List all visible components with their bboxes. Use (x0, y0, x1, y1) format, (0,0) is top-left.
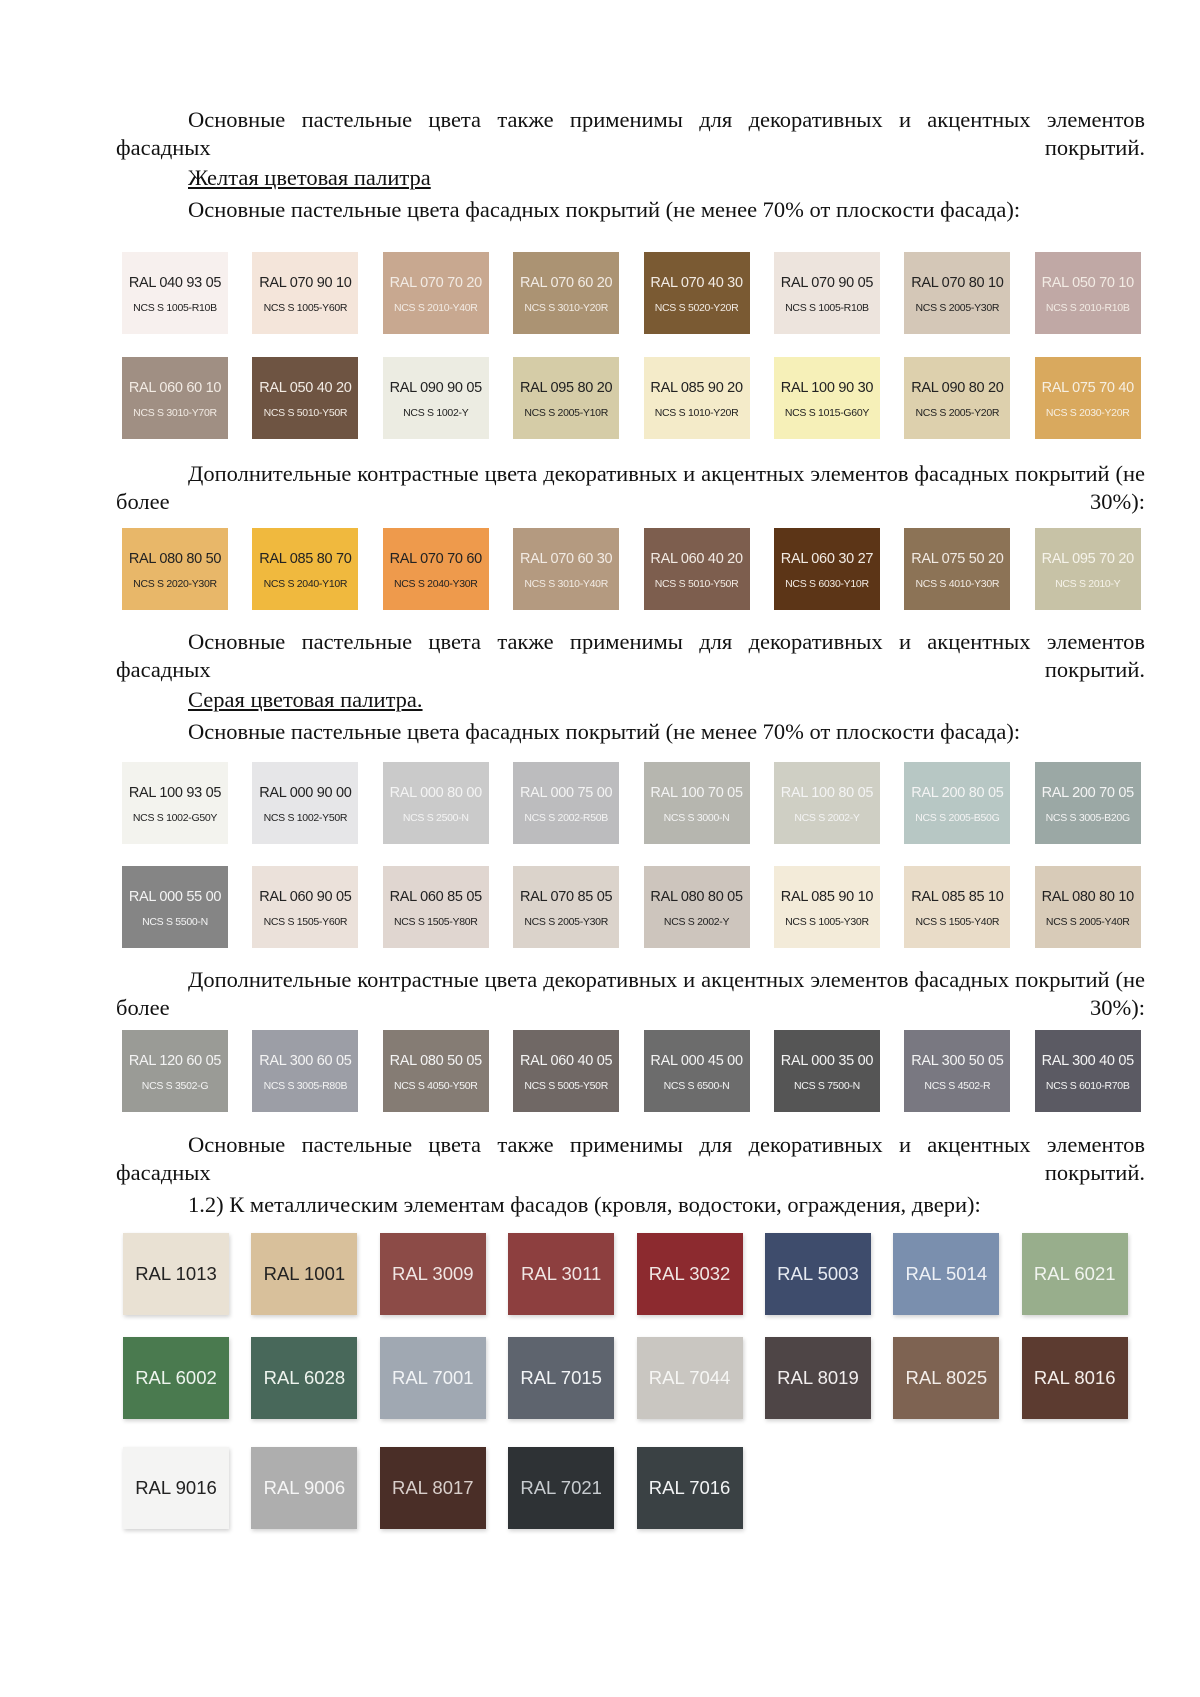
metal-color-swatch: RAL 5003 (765, 1233, 871, 1315)
swatch-ncs-code: NCS S 2005-Y30R (524, 915, 608, 928)
metal-color-swatch: RAL 6002 (123, 1337, 229, 1419)
swatch-ral-code: RAL 120 60 05 (128, 1052, 222, 1069)
swatch-ral-code: RAL 000 55 00 (128, 888, 222, 905)
swatch-ral-code: RAL 100 70 05 (650, 784, 743, 801)
metal-color-swatch: RAL 1001 (251, 1233, 357, 1315)
metal-color-swatch: RAL 6028 (251, 1337, 357, 1419)
swatch-row (122, 762, 1165, 844)
color-swatch (1035, 866, 1141, 948)
yellow-palette-heading: Желтая цветовая палитра (188, 165, 431, 190)
color-swatch (774, 357, 880, 439)
color-swatch (252, 762, 358, 844)
swatch-ncs-code: NCS S 6500-N (663, 1079, 730, 1092)
swatch-ncs-code: NCS S 2500-N (402, 811, 469, 824)
swatch-ncs-code: NCS S 1005-R10B (785, 301, 869, 314)
color-swatch (513, 866, 619, 948)
color-swatch (252, 528, 358, 610)
swatch-ral-code: RAL 090 80 20 (911, 379, 1004, 396)
swatch-ral-code: RAL 050 40 20 (259, 379, 352, 396)
swatch-ral-code: RAL 070 70 60 (389, 550, 482, 567)
metal-color-swatch: RAL 7021 (508, 1447, 614, 1529)
swatch-ral-code: RAL 095 70 20 (1041, 550, 1134, 567)
color-swatch (904, 252, 1010, 334)
swatch-ral-code: RAL 060 30 27 (780, 550, 874, 567)
swatch-ncs-code: NCS S 2030-Y20R (1045, 406, 1130, 419)
swatch-ncs-code: NCS S 1005-Y30R (785, 915, 869, 928)
metal-swatch-row (123, 1233, 1150, 1315)
swatch-ncs-code: NCS S 1005-Y60R (263, 301, 348, 314)
color-swatch (252, 1030, 358, 1112)
color-swatch (513, 252, 619, 334)
color-swatch (904, 1030, 1010, 1112)
color-swatch (644, 357, 750, 439)
swatch-ral-code: RAL 300 60 05 (259, 1052, 352, 1069)
metal-color-swatch: RAL 1013 (123, 1233, 229, 1315)
swatch-row (122, 357, 1165, 439)
swatch-ral-code: RAL 060 60 10 (128, 379, 222, 396)
color-swatch (1035, 252, 1141, 334)
metal-caption: 1.2) К металлическим элементам фасадов (кровля, водостоки, ограждения, двери): (188, 1192, 981, 1217)
swatch-ral-code: RAL 070 80 10 (911, 274, 1004, 291)
metal-color-swatch: RAL 7001 (380, 1337, 486, 1419)
metal-swatch-row (123, 1337, 1150, 1419)
swatch-ncs-code: NCS S 2005-Y40R (1045, 915, 1130, 928)
swatch-ral-code: RAL 070 60 20 (520, 274, 613, 291)
swatch-ncs-code: NCS S 4050-Y50R (393, 1079, 478, 1092)
color-swatch (252, 866, 358, 948)
swatch-ral-code: RAL 070 70 20 (389, 274, 482, 291)
swatch-ral-code: RAL 060 40 20 (650, 550, 743, 567)
color-swatch (644, 866, 750, 948)
swatch-ncs-code: NCS S 3502-G (141, 1079, 209, 1092)
color-swatch (904, 762, 1010, 844)
swatch-row (122, 252, 1165, 334)
swatch-ncs-code: NCS S 1505-Y40R (915, 915, 1000, 928)
color-swatch (252, 357, 358, 439)
swatch-ral-code: RAL 040 93 05 (128, 274, 222, 291)
color-swatch (904, 357, 1010, 439)
swatch-ncs-code: NCS S 4010-Y30R (915, 577, 1000, 590)
metal-color-swatch: RAL 8016 (1022, 1337, 1128, 1419)
metal-swatch-row (123, 1447, 765, 1529)
gray-extra-caption: Дополнительные контрастные цвета декоративных и акцентных элементов фасадных покрытий (не более 30%): (116, 967, 1145, 1020)
swatch-row (122, 528, 1165, 610)
swatch-ncs-code: NCS S 1505-Y80R (393, 915, 478, 928)
swatch-ncs-code: NCS S 2002-Y (794, 811, 860, 824)
swatch-ral-code: RAL 050 70 10 (1041, 274, 1134, 291)
swatch-ral-code: RAL 085 90 10 (780, 888, 874, 905)
swatch-ral-code: RAL 200 70 05 (1041, 784, 1134, 801)
color-swatch (644, 528, 750, 610)
swatch-ncs-code: NCS S 5020-Y20R (654, 301, 739, 314)
color-swatch (383, 357, 489, 439)
color-swatch (774, 762, 880, 844)
color-swatch (644, 762, 750, 844)
color-swatch (904, 528, 1010, 610)
color-swatch (513, 357, 619, 439)
color-swatch (1035, 762, 1141, 844)
swatch-ral-code: RAL 000 90 00 (259, 784, 352, 801)
color-swatch (122, 252, 228, 334)
color-swatch (774, 252, 880, 334)
metal-color-swatch: RAL 7015 (508, 1337, 614, 1419)
swatch-ncs-code: NCS S 2040-Y30R (393, 577, 478, 590)
swatch-ncs-code: NCS S 2010-Y40R (393, 301, 478, 314)
metal-color-swatch: RAL 5014 (893, 1233, 999, 1315)
color-swatch (122, 357, 228, 439)
swatch-row (122, 1030, 1165, 1112)
swatch-ncs-code: NCS S 2010-Y (1055, 577, 1121, 590)
swatch-ral-code: RAL 080 80 10 (1041, 888, 1134, 905)
swatch-ncs-code: NCS S 1002-G50Y (132, 811, 218, 824)
swatch-ncs-code: NCS S 3000-N (663, 811, 730, 824)
swatch-ral-code: RAL 100 90 30 (780, 379, 874, 396)
swatch-ncs-code: NCS S 1002-Y50R (263, 811, 348, 824)
swatch-ral-code: RAL 070 90 10 (259, 274, 352, 291)
swatch-ncs-code: NCS S 1002-Y (403, 406, 469, 419)
swatch-ral-code: RAL 300 40 05 (1041, 1052, 1134, 1069)
color-swatch (1035, 528, 1141, 610)
swatch-ncs-code: NCS S 7500-N (794, 1079, 860, 1092)
swatch-ral-code: RAL 080 80 50 (128, 550, 222, 567)
swatch-ral-code: RAL 060 85 05 (389, 888, 482, 905)
color-swatch (122, 528, 228, 610)
color-swatch (122, 762, 228, 844)
swatch-ral-code: RAL 000 80 00 (389, 784, 482, 801)
color-swatch (1035, 357, 1141, 439)
swatch-ral-code: RAL 300 50 05 (911, 1052, 1004, 1069)
swatch-ral-code: RAL 070 40 30 (650, 274, 743, 291)
swatch-ncs-code: NCS S 1505-Y60R (263, 915, 348, 928)
paragraph-note-2: Основные пастельные цвета также применимы для декоративных и акцентных элементов фасадных покрытий. (116, 629, 1145, 682)
metal-color-swatch: RAL 9006 (251, 1447, 357, 1529)
color-swatch (774, 528, 880, 610)
swatch-ncs-code: NCS S 2005-Y10R (524, 406, 608, 419)
swatch-ral-code: RAL 100 80 05 (780, 784, 874, 801)
paragraph-note-1: Основные пастельные цвета также применимы для декоративных и акцентных элементов фасадных покрытий. (116, 107, 1145, 160)
metal-color-swatch: RAL 8025 (893, 1337, 999, 1419)
metal-color-swatch: RAL 3011 (508, 1233, 614, 1315)
color-swatch (774, 866, 880, 948)
metal-color-swatch: RAL 7044 (637, 1337, 743, 1419)
color-swatch (513, 528, 619, 610)
swatch-ral-code: RAL 080 50 05 (389, 1052, 482, 1069)
color-swatch (513, 1030, 619, 1112)
swatch-ncs-code: NCS S 2005-B50G (915, 811, 1000, 824)
swatch-ral-code: RAL 070 85 05 (520, 888, 613, 905)
metal-color-swatch: RAL 9016 (123, 1447, 229, 1529)
yellow-main-caption: Основные пастельные цвета фасадных покрытий (не менее 70% от плоскости фасада): (188, 197, 1021, 222)
swatch-ncs-code: NCS S 1010-Y20R (654, 406, 739, 419)
swatch-ncs-code: NCS S 5010-Y50R (654, 577, 739, 590)
swatch-ral-code: RAL 090 90 05 (389, 379, 482, 396)
swatch-ral-code: RAL 085 80 70 (259, 550, 352, 567)
swatch-ncs-code: NCS S 2040-Y10R (263, 577, 348, 590)
swatch-ncs-code: NCS S 5005-Y50R (524, 1079, 608, 1092)
swatch-row (122, 866, 1165, 948)
color-swatch (644, 252, 750, 334)
color-swatch (122, 866, 228, 948)
swatch-ncs-code: NCS S 1005-R10B (133, 301, 217, 314)
swatch-ral-code: RAL 000 75 00 (520, 784, 613, 801)
swatch-ncs-code: NCS S 3010-Y70R (133, 406, 217, 419)
gray-main-caption: Основные пастельные цвета фасадных покрытий (не менее 70% от плоскости фасада): (188, 719, 1021, 744)
swatch-ral-code: RAL 070 60 30 (520, 550, 613, 567)
swatch-ncs-code: NCS S 3005-B20G (1045, 811, 1130, 824)
color-swatch (383, 1030, 489, 1112)
swatch-ncs-code: NCS S 3010-Y20R (524, 301, 608, 314)
color-swatch (904, 866, 1010, 948)
metal-color-swatch: RAL 8017 (380, 1447, 486, 1529)
swatch-ncs-code: NCS S 2002-Y (663, 915, 730, 928)
swatch-ncs-code: NCS S 2002-R50B (524, 811, 608, 824)
swatch-ncs-code: NCS S 2020-Y30R (133, 577, 217, 590)
color-swatch (644, 1030, 750, 1112)
swatch-ral-code: RAL 080 80 05 (650, 888, 743, 905)
color-swatch (383, 252, 489, 334)
swatch-ncs-code: NCS S 2005-Y30R (915, 301, 1000, 314)
swatch-ral-code: RAL 085 85 10 (911, 888, 1004, 905)
swatch-ncs-code: NCS S 2010-R10B (1045, 301, 1130, 314)
color-swatch (513, 762, 619, 844)
color-swatch (383, 762, 489, 844)
swatch-ncs-code: NCS S 1015-G60Y (784, 406, 870, 419)
swatch-ral-code: RAL 075 70 40 (1041, 379, 1134, 396)
color-swatch (252, 252, 358, 334)
paragraph-note-3: Основные пастельные цвета также применимы для декоративных и акцентных элементов фасадных покрытий. (116, 1132, 1145, 1185)
swatch-ral-code: RAL 060 90 05 (259, 888, 352, 905)
metal-color-swatch: RAL 8019 (765, 1337, 871, 1419)
metal-color-swatch: RAL 6021 (1022, 1233, 1128, 1315)
color-swatch (1035, 1030, 1141, 1112)
swatch-ncs-code: NCS S 4502-R (924, 1079, 991, 1092)
color-swatch (383, 528, 489, 610)
gray-palette-heading: Серая цветовая палитра. (188, 687, 423, 712)
swatch-ncs-code: NCS S 6030-Y10R (785, 577, 869, 590)
swatch-ncs-code: NCS S 6010-R70B (1045, 1079, 1130, 1092)
swatch-ncs-code: NCS S 3010-Y40R (524, 577, 608, 590)
swatch-ral-code: RAL 200 80 05 (911, 784, 1004, 801)
metal-color-swatch: RAL 3032 (637, 1233, 743, 1315)
swatch-ral-code: RAL 095 80 20 (520, 379, 613, 396)
swatch-ral-code: RAL 060 40 05 (520, 1052, 613, 1069)
swatch-ncs-code: NCS S 2005-Y20R (915, 406, 1000, 419)
metal-color-swatch: RAL 7016 (637, 1447, 743, 1529)
swatch-ral-code: RAL 000 35 00 (780, 1052, 874, 1069)
swatch-ncs-code: NCS S 5500-N (142, 915, 208, 928)
metal-color-swatch: RAL 3009 (380, 1233, 486, 1315)
swatch-ncs-code: NCS S 5010-Y50R (263, 406, 348, 419)
color-swatch (122, 1030, 228, 1112)
color-swatch (774, 1030, 880, 1112)
swatch-ral-code: RAL 070 90 05 (780, 274, 874, 291)
yellow-extra-caption: Дополнительные контрастные цвета декоративных и акцентных элементов фасадных покрытий (не более 30%): (116, 461, 1145, 514)
color-swatch (383, 866, 489, 948)
swatch-ral-code: RAL 085 90 20 (650, 379, 743, 396)
swatch-ral-code: RAL 075 50 20 (911, 550, 1004, 567)
swatch-ral-code: RAL 100 93 05 (128, 784, 222, 801)
swatch-ncs-code: NCS S 3005-R80B (263, 1079, 348, 1092)
swatch-ral-code: RAL 000 45 00 (650, 1052, 743, 1069)
